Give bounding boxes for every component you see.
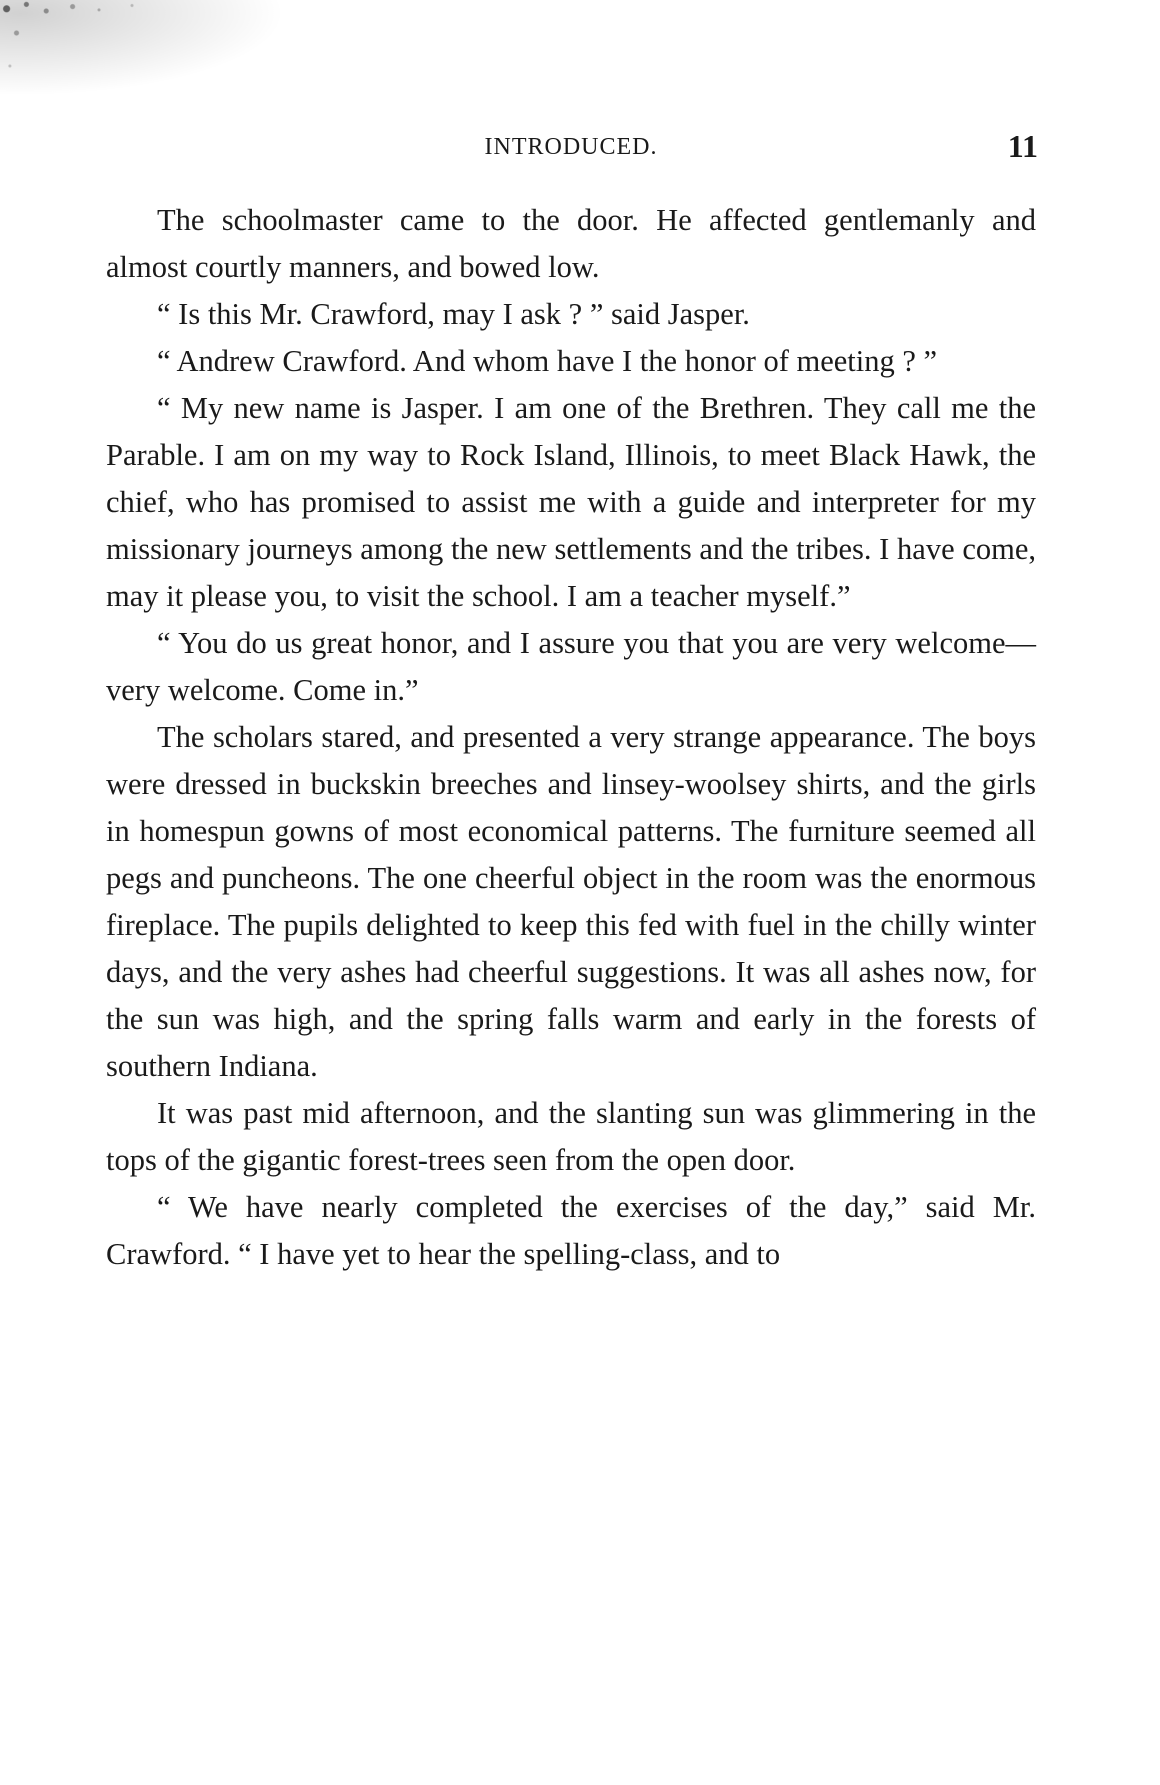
paragraph-scholars: The scholars stared, and presented a very strange appearance. The boys were dressed in buckskin breeches and linsey-woolsey shirts, and the girls in homespun gowns of most economical patterns. The furniture seemed all pegs and puncheons. The one cheerful object in the room was the enormous fireplace. The pupils delighted to keep this fed with fuel in the chilly winter days, and the very ashes had cheerful suggestions. It was all ashes now, for the sun was high, and the spring falls warm and early in the forests of southern Indiana. <box>106 720 1036 1083</box>
paragraph-welcome: “ You do us great honor, and I assure you that you are very welcome—very welcome. Come in.” <box>106 626 1036 707</box>
running-head <box>106 128 1036 168</box>
paragraph-jasper-asks: “ Is this Mr. Crawford, may I ask ? ” said Jasper. <box>157 297 750 331</box>
paragraph-crawford-reply: “ Andrew Crawford. And whom have I the honor of meeting ? ” <box>157 344 938 378</box>
running-title: INTRODUCED. <box>484 134 658 160</box>
paragraph-exercises: “ We have nearly completed the exercises of the day,” said Mr. Crawford. “ I have yet to hear the spelling-class, and to <box>106 1190 1036 1271</box>
paragraph-afternoon: It was past mid afternoon, and the slanting sun was glimmering in the tops of the gigantic forest-trees seen from the open door. <box>106 1096 1036 1177</box>
paragraph-schoolmaster: The schoolmaster came to the door. He affected gentlemanly and almost courtly manners, and bowed low. <box>106 203 1036 284</box>
paper-speckle-decoration <box>0 0 330 110</box>
page-number: 11 <box>1007 128 1038 164</box>
paragraph-jasper-introduction: “ My new name is Jasper. I am one of the Brethren. They call me the Parable. I am on my way to Rock Island, Illinois, to meet Black Hawk, the chief, who has promised to assist me with a guide and interpreter for my missionary journeys among the new settlements and the tribes. I have come, may it please you, to visit the school. I am a teacher myself.” <box>106 391 1036 613</box>
text-body <box>106 197 1036 1278</box>
